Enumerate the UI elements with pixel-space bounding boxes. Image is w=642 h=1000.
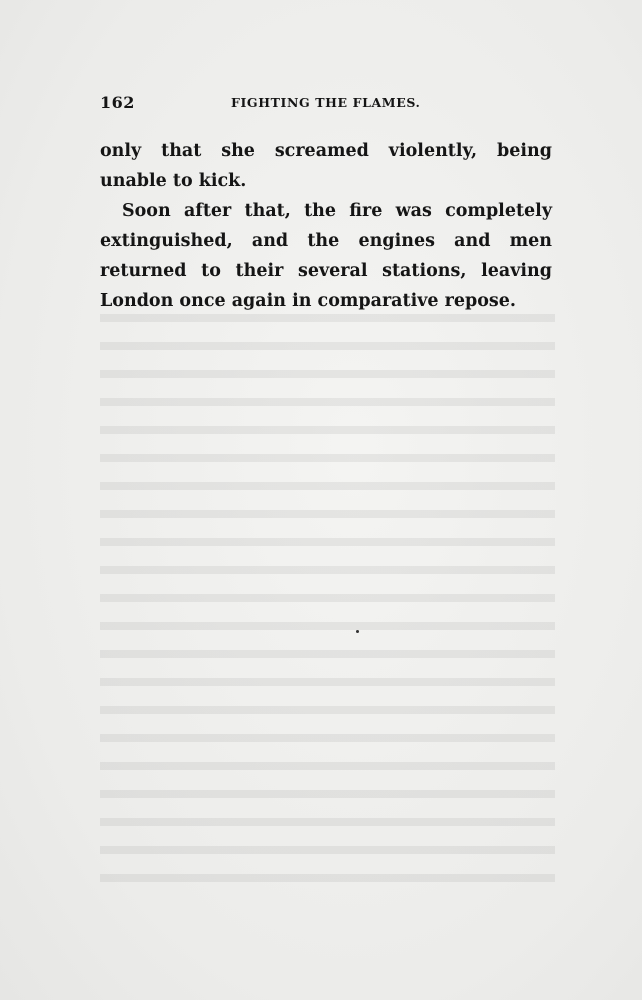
- page-number: 162: [100, 93, 135, 112]
- page-header: [100, 93, 552, 115]
- running-head: FIGHTING THE FLAMES.: [231, 95, 421, 110]
- show-through-text: [100, 300, 555, 890]
- paragraph-fire-extinguished: Soon after that, the fire was completely extinguished, and the engines and men returned to their several stations, leaving London once again in comparative repose.: [100, 201, 552, 311]
- ink-speck: [356, 630, 359, 633]
- paragraph-continuation: only that she screamed violently, being unable to kick.: [100, 141, 552, 191]
- body-text: [100, 136, 552, 316]
